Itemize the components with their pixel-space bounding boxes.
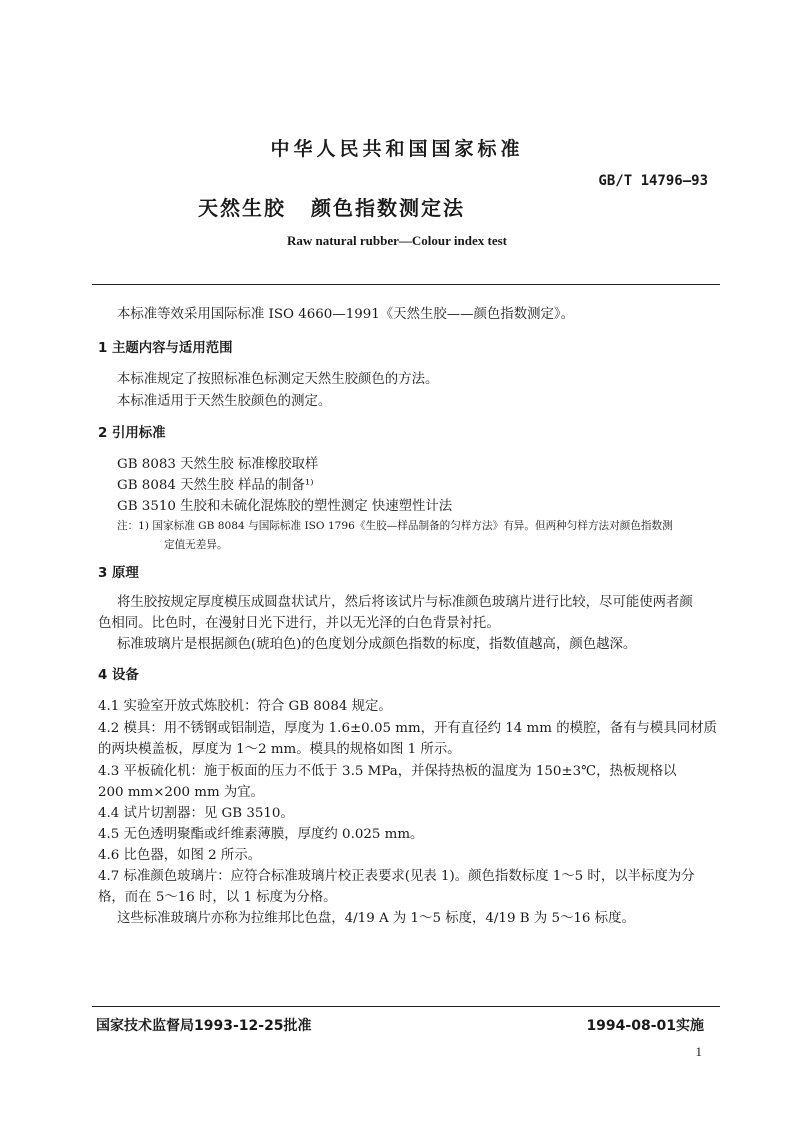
effective-date: 1994-08-01实施 bbox=[586, 1018, 704, 1034]
clause-4-7: 格，而在 5～16 时，以 1 标度为分格。 bbox=[98, 890, 337, 905]
section-1-paragraph: 本标准规定了按照标准色标测定天然生胶颜色的方法。 bbox=[117, 372, 439, 387]
section-1-paragraph: 本标准适用于天然生胶颜色的测定。 bbox=[117, 394, 332, 409]
approval-date: 国家技术监督局1993-12-25批准 bbox=[96, 1018, 312, 1034]
clause-4-6: 4.6 比色器，如图 2 所示。 bbox=[98, 848, 262, 863]
reference-item: GB 8084 天然生胶 样品的制备¹⁾ bbox=[117, 478, 314, 493]
section-2-heading: 2 引用标准 bbox=[98, 426, 166, 441]
clause-4-3: 4.3 平板硫化机：施于板面的压力不低于 3.5 MPa，并保持热板的温度为 150±3℃，热板规格以 bbox=[98, 764, 677, 779]
footnote: 定值无差异。 bbox=[164, 539, 228, 551]
section-3-paragraph: 标准玻璃片是根据颜色(琥珀色)的色度划分成颜色指数的标度，指数值越高，颜色越深。 bbox=[117, 637, 637, 652]
clause-4-2: 的两块模盖板，厚度为 1～2 mm。模具的规格如图 1 所示。 bbox=[98, 742, 461, 757]
clause-4-3: 200 mm×200 mm 为宜。 bbox=[98, 785, 265, 800]
footnote: 注：1) 国家标准 GB 8084 与国际标准 ISO 1796《生胶—样品制备的匀样方法》有异。但两种匀样方法对颜色指数测 bbox=[117, 520, 673, 532]
clause-4-7: 4.7 标准颜色玻璃片：应符合标准玻璃片校正表要求(见表 1)。颜色指数标度 1～5 时，以半标度为分 bbox=[98, 869, 695, 884]
clause-4-1: 4.1 实验室开放式炼胶机：符合 GB 8084 规定。 bbox=[98, 699, 392, 714]
clause-4-2: 4.2 模具：用不锈钢或铝制造，厚度为 1.6±0.05 mm，开有直径约 14 mm 的模腔，备有与模具同材质 bbox=[98, 721, 717, 736]
section-3-paragraph: 色相同。比色时，在漫射日光下进行，并以无光泽的白色背景衬托。 bbox=[98, 616, 500, 631]
clause-4-5: 4.5 无色透明聚酯或纤维素薄膜，厚度约 0.025 mm。 bbox=[98, 827, 424, 842]
clause-4-4: 4.4 试片切割器：见 GB 3510。 bbox=[98, 806, 294, 821]
reference-item: GB 3510 生胶和未硫化混炼胶的塑性测定 快速塑性计法 bbox=[117, 499, 453, 514]
section-3-heading: 3 原理 bbox=[98, 566, 139, 581]
reference-item: GB 8083 天然生胶 标准橡胶取样 bbox=[117, 457, 319, 472]
section-4-heading: 4 设备 bbox=[98, 668, 139, 683]
page-number: 1 bbox=[695, 1044, 702, 1059]
section-4-paragraph: 这些标准玻璃片亦称为拉维邦比色盘，4/19 A 为 1～5 标度，4/19 B 为 5～16 标度。 bbox=[117, 911, 635, 926]
section-1-heading: 1 主题内容与适用范围 bbox=[98, 341, 233, 356]
document-title-cn: 天然生胶 颜色指数测定法 bbox=[198, 196, 465, 220]
document-title-en: Raw natural rubber—Colour index test bbox=[286, 233, 508, 248]
standard-number: GB/T 14796—93 bbox=[598, 173, 708, 189]
section-3-paragraph: 将生胶按规定厚度模压成圆盘状试片，然后将该试片与标准颜色玻璃片进行比较，尽可能使两者颜 bbox=[117, 595, 693, 610]
national-standard-heading: 中华人民共和国国家标准 bbox=[270, 138, 524, 160]
intro-paragraph: 本标准等效采用国际标准 ISO 4660—1991《天然生胶——颜色指数测定》。 bbox=[117, 307, 574, 322]
footer-divider bbox=[92, 1006, 720, 1007]
header-divider bbox=[92, 284, 720, 285]
